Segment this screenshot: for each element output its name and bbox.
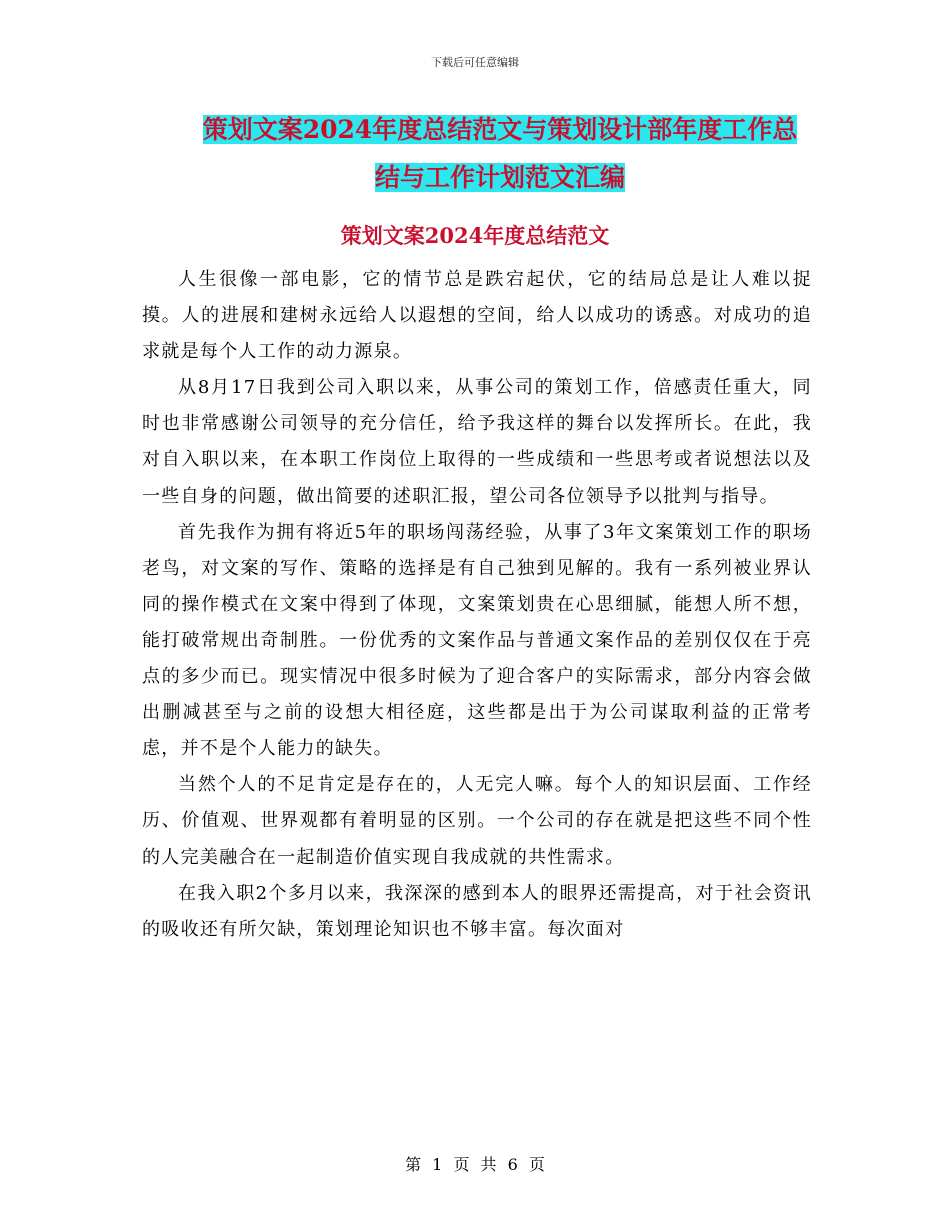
section-title: 策划文案2024年度总结范文	[340, 223, 610, 248]
document-title	[140, 106, 860, 202]
paragraph: 从8月17日我到公司入职以来，从事公司的策划工作，倍感责任重大，同时也非常感谢公司领导的充分信任，给予我这样的舞台以发挥所长。在此，我对自入职以来，在本职工作岗位上取得的一些成绩和一些思考或者说想法以及一些自身的问题，做出简要的述职汇报，望公司各位领导予以批判与指导。	[142, 377, 812, 507]
paragraph: 当然个人的不足肯定是存在的，人无完人嘛。每个人的知识层面、工作经历、价值观、世界观都有着明显的区别。一个公司的存在就是把这些不同个性的人完美融合在一起制造价值实现自我成就的共性需求。	[142, 774, 812, 868]
paragraph: 人生很像一部电影，它的情节总是跌宕起伏，它的结局总是让人难以捉摸。人的进展和建树永远给人以遐想的空间，给人以成功的诱惑。对成功的追求就是每个人工作的动力源泉。	[142, 269, 812, 363]
document-body	[142, 262, 812, 948]
page-number: 第 1 页 共 6 页	[405, 1155, 545, 1174]
paragraph: 首先我作为拥有将近5年的职场闯荡经验，从事了3年文案策划工作的职场老鸟，对文案的写作、策略的选择是有自己独到见解的。我有一系列被业界认同的操作模式在文案中得到了体现，文案策划贵在心思细腻，能想人所不想，能打破常规出奇制胜。一份优秀的文案作品与普通文案作品的差别仅仅在于亮点的多少而已。现实情况中很多时候为了迎合客户的实际需求，部分内容会做出删减甚至与之前的设想大相径庭，这些都是出于为公司谋取利益的正常考虑，并不是个人能力的缺失。	[142, 521, 812, 760]
document-title-line-1: 策划文案2024年度总结范文与策划设计部年度工作总	[202, 115, 798, 144]
document-title-line-2: 结与工作计划范文汇编	[374, 163, 625, 192]
paragraph: 在我入职2个多月以来，我深深的感到本人的眼界还需提高，对于社会资讯的吸收还有所欠缺，策划理论知识也不够丰富。每次面对	[142, 882, 812, 940]
header-note: 下载后可任意编辑	[431, 56, 519, 69]
